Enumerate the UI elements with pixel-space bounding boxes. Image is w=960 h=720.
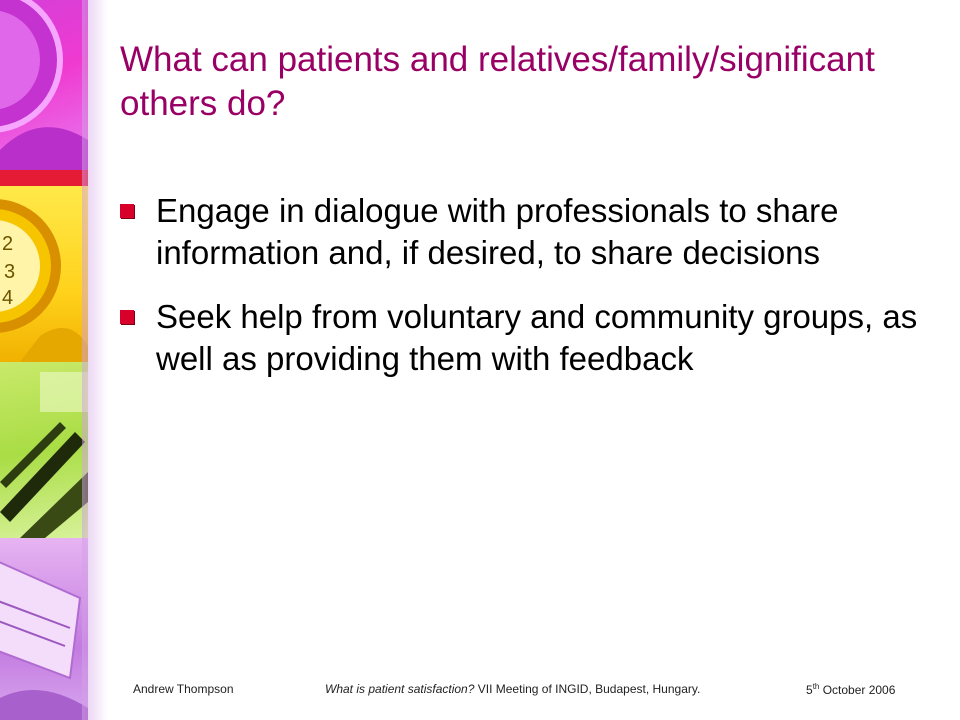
bullet-square-icon [120, 204, 134, 218]
sidebar-fade [82, 0, 108, 720]
slide-footer [0, 682, 960, 702]
svg-text:3: 3 [4, 261, 16, 283]
footer-event [325, 682, 700, 696]
slide-title: What can patients and relatives/family/significant others do? [120, 40, 875, 123]
footer-author: Andrew Thompson [133, 682, 234, 696]
bullet-item [118, 190, 918, 274]
bullet-list [118, 190, 918, 402]
footer-date [806, 682, 895, 697]
yellow-clock-panel [0, 186, 88, 362]
svg-text:4: 4 [2, 287, 14, 309]
footer-date-day: 5 [806, 683, 813, 697]
decorative-sidebar [0, 0, 88, 720]
clock-icon [0, 0, 88, 170]
footer-date-suffix: th [812, 682, 820, 691]
bullet-square-icon [120, 310, 134, 324]
bullet-text: Engage in dialogue with professionals to share information and, if desired, to share decisions [156, 192, 839, 271]
bullet-item [118, 296, 918, 380]
alarm-clock-icon [0, 186, 88, 362]
footer-date-rest: October 2006 [819, 683, 896, 697]
pen-icon [0, 362, 88, 538]
green-pen-panel [0, 362, 88, 538]
footer-talk-title: What is patient satisfaction? [325, 682, 475, 696]
bullet-text: Seek help from voluntary and community groups, as well as providing them with feedback [156, 298, 918, 377]
red-strip [0, 170, 88, 186]
svg-text:2: 2 [2, 233, 14, 255]
footer-event-text: VII Meeting of INGID, Budapest, Hungary. [474, 682, 701, 696]
magenta-clock-panel [0, 0, 88, 170]
